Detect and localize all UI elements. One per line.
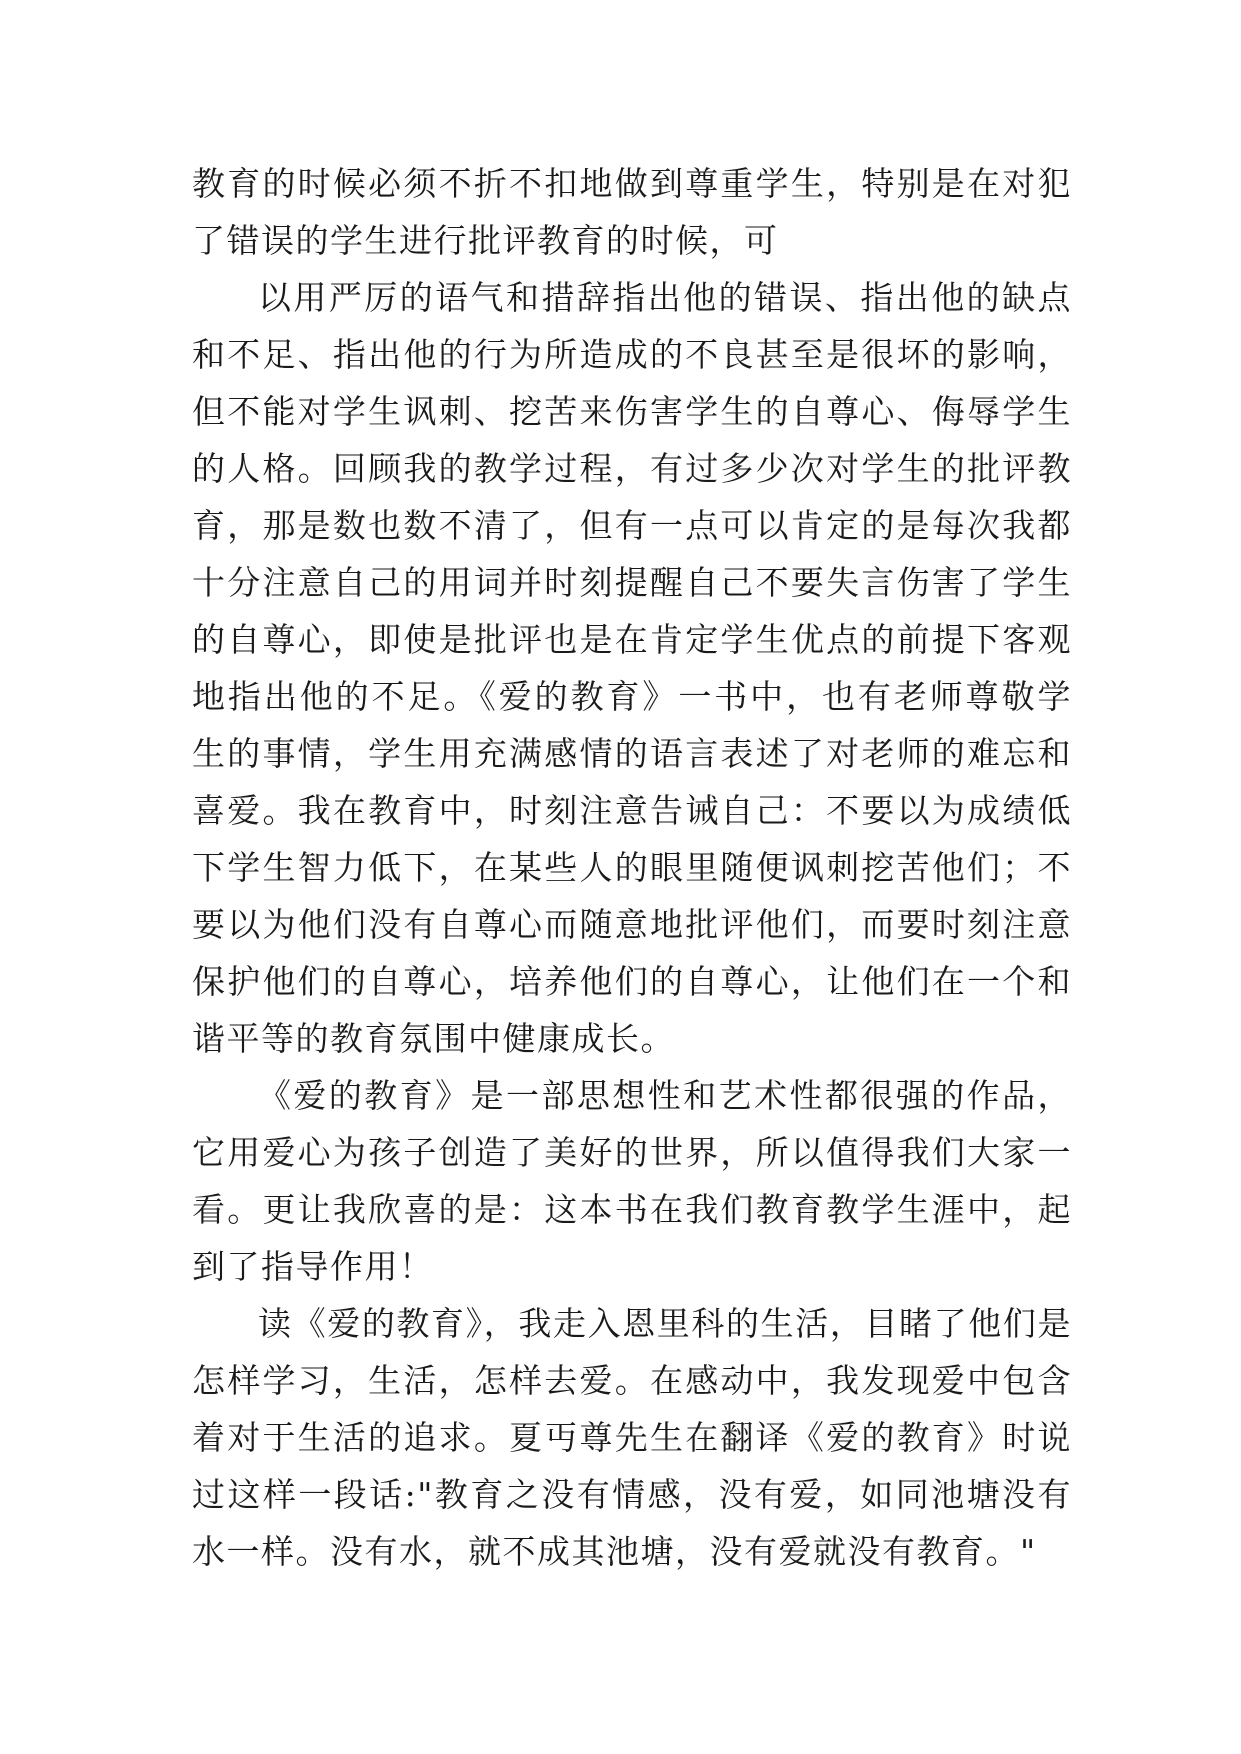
paragraph-1: 教育的时候必须不折不扣地做到尊重学生，特别是在对犯了错误的学生进行批评教育的时候，可 (192, 164, 1072, 260)
paragraph-2: 以用严厉的语气和措辞指出他的错误、指出他的缺点和不足、指出他的行为所造成的不良甚至是很坏的影响，但不能对学生讽刺、挖苦来伤害学生的自尊心、侮辱学生的人格。回顾我的教学过程，有过多少次对学生的批评教育，那是数也数不清了，但有一点可以肯定的是每次我都十分注意自己的用词并时刻提醒自己不要失言伤害了学生的自尊心，即使是批评也是在肯定学生优点的前提下客观地指出他的不足。《爱的教育》一书中，也有老师尊敬学生的事情，学生用充满感情的语言表述了对老师的难忘和喜爱。我在教育中，时刻注意告诫自己：不要以为成绩低下学生智力低下，在某些人的眼里随便讽刺挖苦他们；不要以为他们没有自尊心而随意地批评他们，而要时刻注意保护他们的自尊心，培养他们的自尊心，让他们在一个和谐平等的教育氛围中健康成长。 (192, 278, 1072, 1058)
paragraph-3: 《爱的教育》是一部思想性和艺术性都很强的作品，它用爱心为孩子创造了美好的世界，所以值得我们大家一看。更让我欣喜的是：这本书在我们教育教学生涯中，起到了指导作用！ (192, 1076, 1072, 1286)
document-body (192, 155, 1072, 1580)
paragraph-4: 读《爱的教育》，我走入恩里科的生活，目睹了他们是怎样学习，生活，怎样去爱。在感动中，我发现爱中包含着对于生活的追求。夏丏尊先生在翻译《爱的教育》时说过这样一段话:"教育之没有情感，没有爱，如同池塘没有水一样。没有水，就不成其池塘，没有爱就没有教育。" (192, 1304, 1072, 1571)
